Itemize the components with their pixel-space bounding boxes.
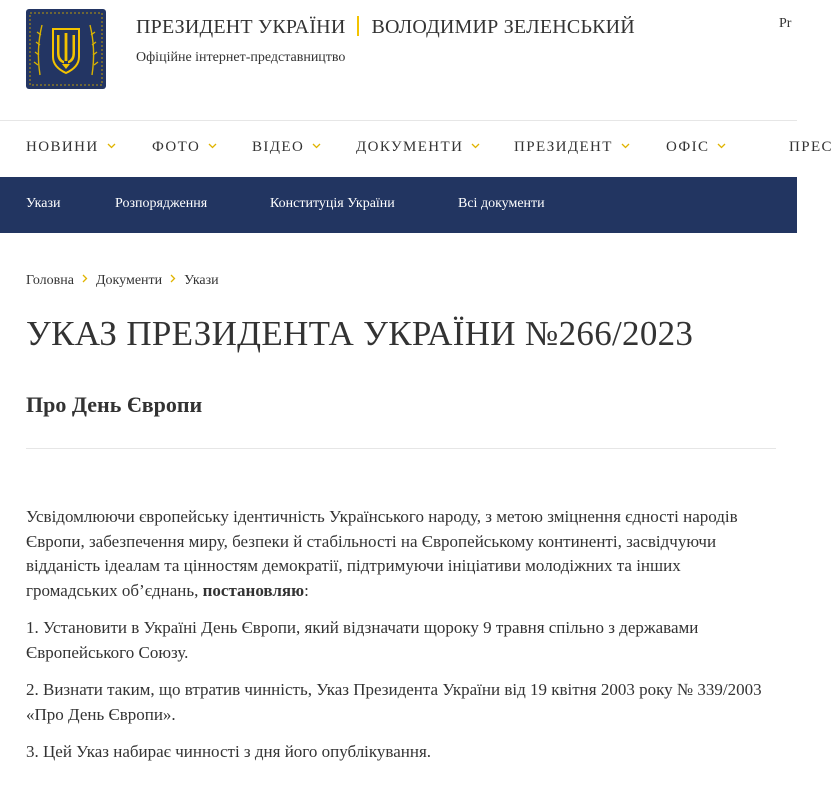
title-president: ПРЕЗИДЕНТ УКРАЇНИ bbox=[136, 16, 346, 38]
subnav-item-all-documents[interactable]: Всі документи bbox=[458, 196, 545, 211]
nav-item-label: ОФІС bbox=[666, 139, 710, 155]
main-nav bbox=[0, 120, 833, 177]
subnav-item-decrees[interactable]: Укази bbox=[26, 196, 61, 211]
nav-item-news[interactable] bbox=[26, 139, 116, 156]
nav-item-label: ПРЕЗИДЕНТ bbox=[514, 139, 613, 155]
documents-subnav bbox=[0, 177, 797, 233]
subnav-item-constitution[interactable]: Конституція України bbox=[270, 196, 395, 211]
site-title[interactable] bbox=[136, 16, 635, 42]
breadcrumb-documents[interactable]: Документи bbox=[95, 273, 163, 288]
nav-item-office[interactable] bbox=[666, 139, 726, 156]
content-divider bbox=[26, 448, 776, 449]
nav-item-label: ФОТО bbox=[152, 139, 201, 155]
site-logo[interactable] bbox=[26, 9, 106, 89]
chevron-down-icon bbox=[312, 143, 321, 149]
nav-item-video[interactable] bbox=[252, 139, 321, 156]
language-switch[interactable]: Pr bbox=[779, 16, 792, 31]
title-name: ВОЛОДИМИР ЗЕЛЕНСЬКИЙ bbox=[371, 16, 635, 38]
nav-item-documents[interactable] bbox=[356, 139, 480, 156]
nav-item-press[interactable] bbox=[789, 139, 833, 156]
nav-item-label: ПРЕС bbox=[789, 139, 833, 155]
chevron-down-icon bbox=[471, 143, 480, 149]
nav-item-label: ДОКУМЕНТИ bbox=[356, 139, 464, 155]
breadcrumb bbox=[26, 273, 219, 289]
nav-item-president[interactable] bbox=[514, 139, 630, 156]
decree-body bbox=[26, 505, 771, 778]
breadcrumb-decrees[interactable]: Укази bbox=[184, 273, 219, 288]
subnav-item-orders[interactable]: Розпорядження bbox=[115, 196, 208, 211]
site-header bbox=[0, 0, 797, 120]
decree-item-3: 3. Цей Указ набирає чинності з дня його опублікування. bbox=[26, 742, 432, 761]
preamble-colon: : bbox=[304, 580, 309, 600]
chevron-down-icon bbox=[717, 143, 726, 149]
page-title: УКАЗ ПРЕЗИДЕНТА УКРАЇНИ №266/2023 bbox=[26, 314, 694, 353]
breadcrumb-home[interactable]: Головна bbox=[26, 273, 74, 288]
nav-item-label: НОВИНИ bbox=[26, 139, 99, 155]
chevron-right-icon bbox=[170, 274, 176, 283]
chevron-down-icon bbox=[208, 143, 217, 149]
decree-preamble bbox=[26, 505, 771, 603]
nav-item-label: ВІДЕО bbox=[252, 139, 305, 155]
trident-coat-of-arms-icon bbox=[26, 9, 106, 89]
chevron-down-icon bbox=[621, 143, 630, 149]
decree-keyword: постановляю bbox=[202, 580, 305, 600]
document-subtitle: Про День Європи bbox=[26, 392, 203, 417]
chevron-right-icon bbox=[82, 274, 88, 283]
chevron-down-icon bbox=[107, 143, 116, 149]
site-subtitle: Офіційне інтернет-представництво bbox=[136, 50, 346, 65]
preamble-text: Усвідомлюючи європейську ідентичність Українського народу, з метою зміцнення єдності народів Європи, забезпечення миру, безпеки й стабільності на Європейському континенті, засвідчуючи відданість ідеалам та цінностям демократії, підтримуючи ініціативи молодіжних та інших громадських об’єднань, bbox=[26, 507, 738, 600]
decree-item-1: 1. Установити в Україні День Європи, який відзначати щороку 9 травня спільно з державами Європейського Союзу. bbox=[26, 618, 699, 662]
title-separator bbox=[357, 16, 359, 36]
nav-item-photo[interactable] bbox=[152, 139, 217, 156]
decree-item-2: 2. Визнати таким, що втратив чинність, Указ Президента України від 19 квітня 2003 року № 339/2003 «Про День Європи». bbox=[26, 680, 762, 724]
